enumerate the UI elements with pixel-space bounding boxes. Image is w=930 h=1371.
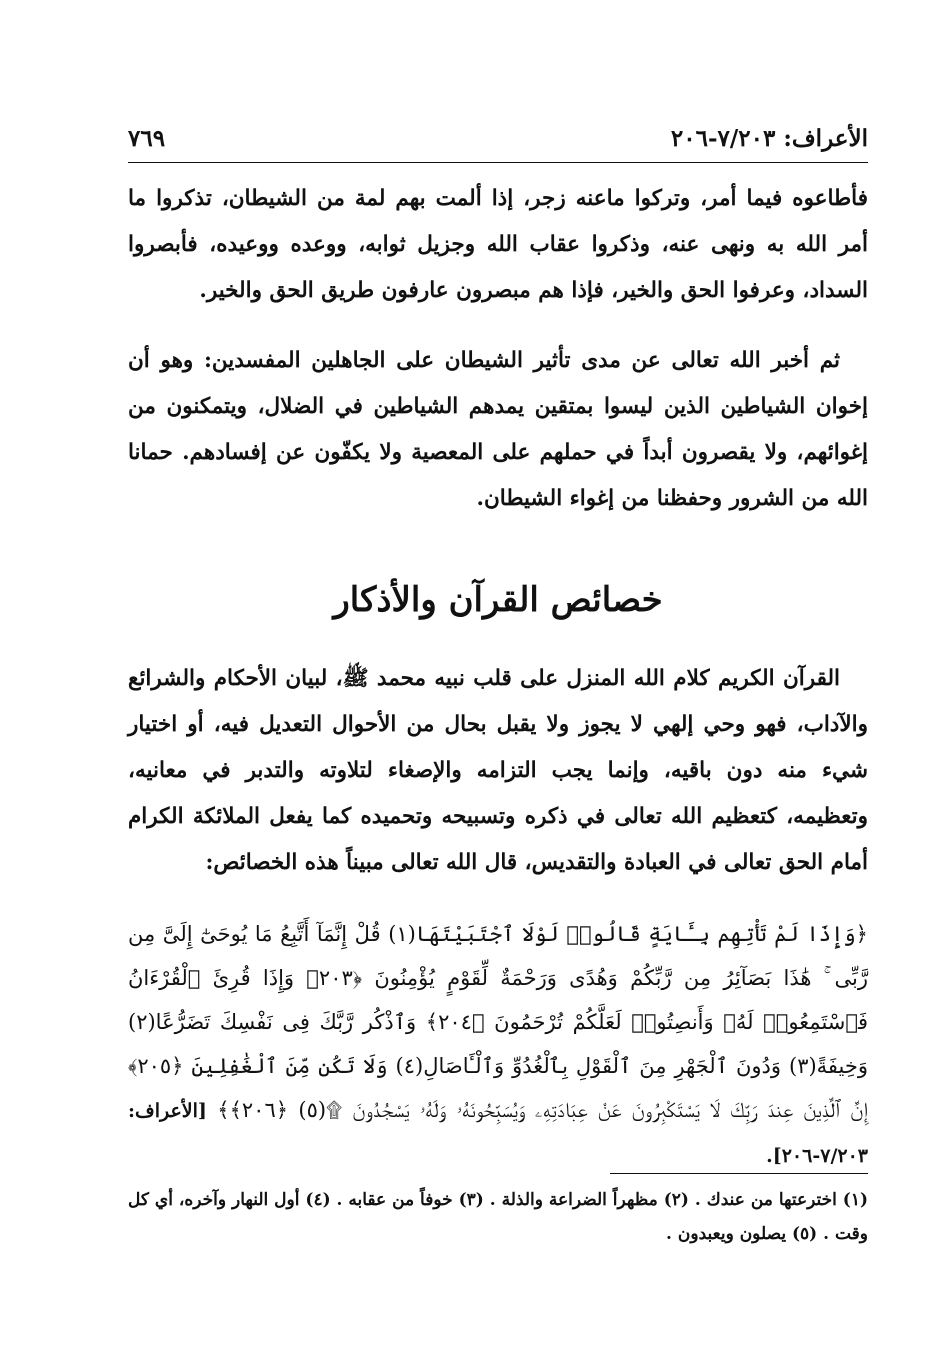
footnotes: (١) اخترعتها من عندك . (٢) مظهراً الضراعة والذلة . (٣) خوفاً من عقابه . (٤) أول النهار وآخره، أي كل وقت . (٥) يصلون ويعبدون .	[128, 1190, 869, 1244]
quran-verses-block	[128, 912, 868, 1178]
paragraph-satan-influence: ثم أخبر الله تعالى عن مدى تأثير الشيطان على الجاهلين المفسدين: وهو أن إخوان الشياطين الذين ليسوا بمتقين يمدهم الشياطين في الضلال، ويتمكنون من إغوائهم، ولا يقصرون أبداً في حملهم على المعصية ولا يكفّون عن إفسادهم. حمانا الله من الشرور وحفظنا من إغواء الشيطان.	[128, 348, 868, 511]
paragraph-obedience: فأطاعوه فيما أمر، وتركوا ماعنه زجر، إذا ألمت بهم لمة من الشيطان، تذكروا ما أمر الله به ونهى عنه، وذكروا عقاب الله وجزيل ثوابه، ووعده ووعيده، فأبصروا السداد، وعرفوا الحق والخير، فإذا هم مبصرون عارفون طريق الحق والخير.	[128, 186, 868, 303]
footnote-divider	[610, 1173, 868, 1174]
page-number: ٧٦٩	[128, 124, 166, 152]
chapter-reference: الأعراف: ٧/٢٠٣-٢٠٦	[670, 124, 868, 152]
header-divider	[128, 162, 868, 163]
section-title: خصائص القرآن والأذكار	[333, 580, 663, 620]
quran-verses: ﴿وَإِذَا لَمْ تَأْتِهِم بِـَٔايَةٍ قَالُوا۟ لَوْلَا ٱجْتَبَيْتَهَا(١) قُلْ إِنَّمَآ أَتَّبِعُ مَا يُوحَىٰٓ إِلَىَّ مِن رَّبِّى ۚ هَٰذَا بَصَآئِرُ مِن رَّبِّكُمْ وَهُدًى وَرَحْمَةٌ لِّقَوْمٍ يُؤْمِنُونَ ﴿٢٠٣﴾ وَإِذَا قُرِئَ ٱلْقُرْءَانُ فَٱسْتَمِعُوا۟ لَهُۥ وَأَنصِتُوا۟ لَعَلَّكُمْ تُرْحَمُونَ ﴿٢٠٤﴾ وَٱذْكُر رَّبَّكَ فِى نَفْسِكَ تَضَرُّعًا(٢) وَخِيفَةً(٣) وَدُونَ ٱلْجَهْرِ مِنَ ٱلْقَوْلِ بِٱلْغُدُوِّ وَٱلْـَٔاصَالِ(٤) وَلَا تَكُن مِّنَ ٱلْغَٰفِلِينَ ﴿٢٠٥﴾ إِنَّ ٱلَّذِينَ عِندَ رَبِّكَ لَا يَسْتَكْبِرُونَ عَنْ عِبَادَتِهِۦ وَيُسَبِّحُونَهُۥ وَلَهُۥ يَسْجُدُونَ ۩(٥) ﴿٢٠٦﴾﴾	[128, 922, 869, 1122]
verse-reference: [الأعراف: ٧/٢٠٣-٢٠٦].	[128, 1100, 868, 1167]
page-header	[128, 118, 868, 158]
paragraph-quran-characteristics: القرآن الكريم كلام الله المنزل على قلب نبيه محمد ﷺ، لبيان الأحكام والشرائع والآداب، فهو وحي إلهي لا يجوز ولا يقبل بحال من الأحوال التعديل فيه، أو اختيار شيء منه دون باقيه، وإنما يجب التزامه والإصغاء لتلاوته والتدبر في معانيه، وتعظيمه، كتعظيم الله تعالى في ذكره وتسبيحه وتحميده كما يفعل الملائكة الكرام أمام الحق تعالى في العبادة والتقديس، قال الله تعالى مبيناً هذه الخصائص:	[128, 666, 868, 875]
